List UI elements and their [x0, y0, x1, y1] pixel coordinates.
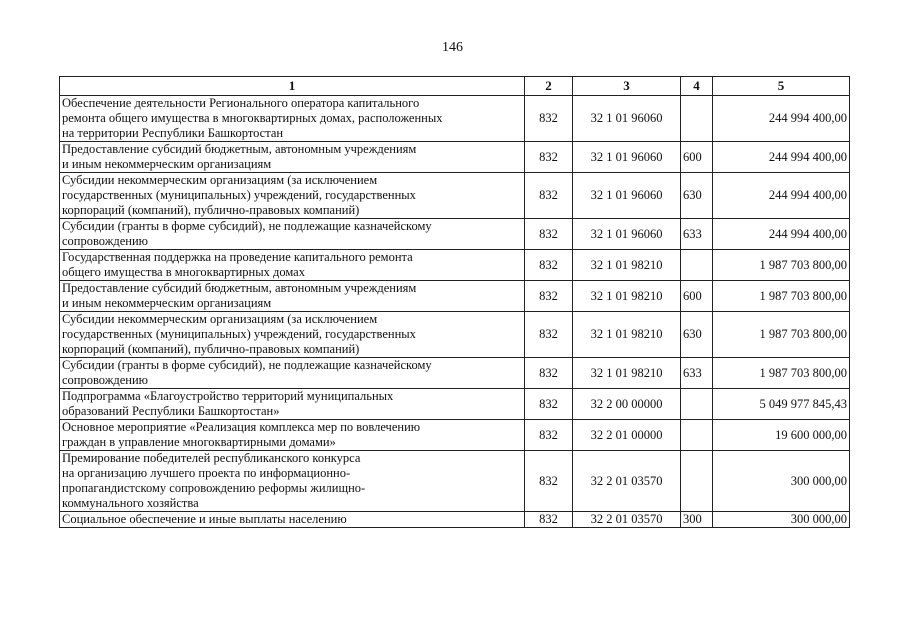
row-description	[60, 451, 525, 512]
amount: 300 000,00	[713, 451, 850, 512]
column-header-2: 2	[525, 77, 573, 96]
program-code: 32 1 01 98210	[573, 281, 681, 312]
amount: 244 994 400,00	[713, 96, 850, 142]
amount: 1 987 703 800,00	[713, 281, 850, 312]
expense-type	[681, 96, 713, 142]
ministry-code: 832	[525, 420, 573, 451]
table-row	[60, 358, 850, 389]
description-line: государственных (муниципальных) учреждений, государственных	[62, 188, 416, 202]
expense-type: 600	[681, 281, 713, 312]
table-row	[60, 312, 850, 358]
table-row	[60, 281, 850, 312]
table-row	[60, 173, 850, 219]
row-description	[60, 219, 525, 250]
program-code: 32 1 01 96060	[573, 173, 681, 219]
description-line: Предоставление субсидий бюджетным, автономным учреждениям	[62, 142, 417, 156]
program-code: 32 2 01 00000	[573, 420, 681, 451]
description-line: и иным некоммерческим организациям	[62, 296, 272, 310]
table-row	[60, 96, 850, 142]
expense-type: 300	[681, 512, 713, 528]
expense-type	[681, 451, 713, 512]
description-line: образований Республики Башкортостан»	[62, 404, 280, 418]
ministry-code: 832	[525, 389, 573, 420]
description-line: Предоставление субсидий бюджетным, автономным учреждениям	[62, 281, 417, 295]
amount: 1 987 703 800,00	[713, 358, 850, 389]
expense-type	[681, 420, 713, 451]
table-row	[60, 219, 850, 250]
description-line: сопровождению	[62, 373, 149, 387]
description-line: государственных (муниципальных) учреждений, государственных	[62, 327, 416, 341]
description-line: корпораций (компаний), публично-правовых компаний)	[62, 203, 360, 217]
program-code: 32 1 01 98210	[573, 250, 681, 281]
column-header-5: 5	[713, 77, 850, 96]
row-description	[60, 142, 525, 173]
row-description	[60, 312, 525, 358]
table-row	[60, 451, 850, 512]
description-line: на организацию лучшего проекта по информационно-	[62, 466, 351, 480]
table-row	[60, 512, 850, 528]
table-row	[60, 250, 850, 281]
description-line: ремонта общего имущества в многоквартирных домах, расположенных	[62, 111, 443, 125]
ministry-code: 832	[525, 219, 573, 250]
expense-type	[681, 250, 713, 281]
description-line: Подпрограмма «Благоустройство территорий муниципальных	[62, 389, 394, 403]
ministry-code: 832	[525, 96, 573, 142]
column-header-1: 1	[60, 77, 525, 96]
program-code: 32 1 01 98210	[573, 358, 681, 389]
amount: 244 994 400,00	[713, 219, 850, 250]
amount: 244 994 400,00	[713, 142, 850, 173]
table-body	[60, 96, 850, 528]
table-row	[60, 142, 850, 173]
description-line: на территории Республики Башкортостан	[62, 126, 284, 140]
row-description	[60, 173, 525, 219]
ministry-code: 832	[525, 250, 573, 281]
column-header-3: 3	[573, 77, 681, 96]
amount: 19 600 000,00	[713, 420, 850, 451]
program-code: 32 1 01 96060	[573, 96, 681, 142]
expense-type: 600	[681, 142, 713, 173]
amount: 1 987 703 800,00	[713, 250, 850, 281]
description-line: Премирование победителей республиканского конкурса	[62, 451, 361, 465]
ministry-code: 832	[525, 451, 573, 512]
description-line: Субсидии (гранты в форме субсидий), не подлежащие казначейскому	[62, 358, 432, 372]
program-code: 32 1 01 96060	[573, 142, 681, 173]
amount: 300 000,00	[713, 512, 850, 528]
description-line: граждан в управление многоквартирными домами»	[62, 435, 336, 449]
description-line: Субсидии (гранты в форме субсидий), не подлежащие казначейскому	[62, 219, 432, 233]
description-line: Социальное обеспечение и иные выплаты населению	[62, 512, 347, 526]
description-line: пропагандистскому сопровождению реформы жилищно-	[62, 481, 366, 495]
column-header-4: 4	[681, 77, 713, 96]
ministry-code: 832	[525, 358, 573, 389]
ministry-code: 832	[525, 281, 573, 312]
expense-type	[681, 389, 713, 420]
description-line: и иным некоммерческим организациям	[62, 157, 272, 171]
row-description	[60, 389, 525, 420]
description-line: Субсидии некоммерческим организациям (за исключением	[62, 173, 378, 187]
ministry-code: 832	[525, 512, 573, 528]
amount: 1 987 703 800,00	[713, 312, 850, 358]
row-description	[60, 512, 525, 528]
expense-type: 630	[681, 173, 713, 219]
row-description	[60, 250, 525, 281]
program-code: 32 2 01 03570	[573, 451, 681, 512]
row-description	[60, 281, 525, 312]
description-line: коммунального хозяйства	[62, 496, 199, 510]
description-line: корпораций (компаний), публично-правовых компаний)	[62, 342, 360, 356]
ministry-code: 832	[525, 142, 573, 173]
description-line: Государственная поддержка на проведение капитального ремонта	[62, 250, 413, 264]
budget-table	[59, 76, 850, 528]
row-description	[60, 96, 525, 142]
table-row	[60, 389, 850, 420]
program-code: 32 2 00 00000	[573, 389, 681, 420]
table-row	[60, 420, 850, 451]
expense-type: 630	[681, 312, 713, 358]
amount: 244 994 400,00	[713, 173, 850, 219]
description-line: Субсидии некоммерческим организациям (за исключением	[62, 312, 378, 326]
expense-type: 633	[681, 219, 713, 250]
description-line: сопровождению	[62, 234, 149, 248]
amount: 5 049 977 845,43	[713, 389, 850, 420]
row-description	[60, 358, 525, 389]
expense-type: 633	[681, 358, 713, 389]
description-line: общего имущества в многоквартирных домах	[62, 265, 305, 279]
program-code: 32 1 01 98210	[573, 312, 681, 358]
program-code: 32 1 01 96060	[573, 219, 681, 250]
ministry-code: 832	[525, 312, 573, 358]
page-number: 146	[442, 40, 463, 55]
row-description	[60, 420, 525, 451]
description-line: Обеспечение деятельности Регионального оператора капитального	[62, 96, 420, 110]
ministry-code: 832	[525, 173, 573, 219]
description-line: Основное мероприятие «Реализация комплекса мер по вовлечению	[62, 420, 421, 434]
program-code: 32 2 01 03570	[573, 512, 681, 528]
header-row	[60, 77, 850, 96]
